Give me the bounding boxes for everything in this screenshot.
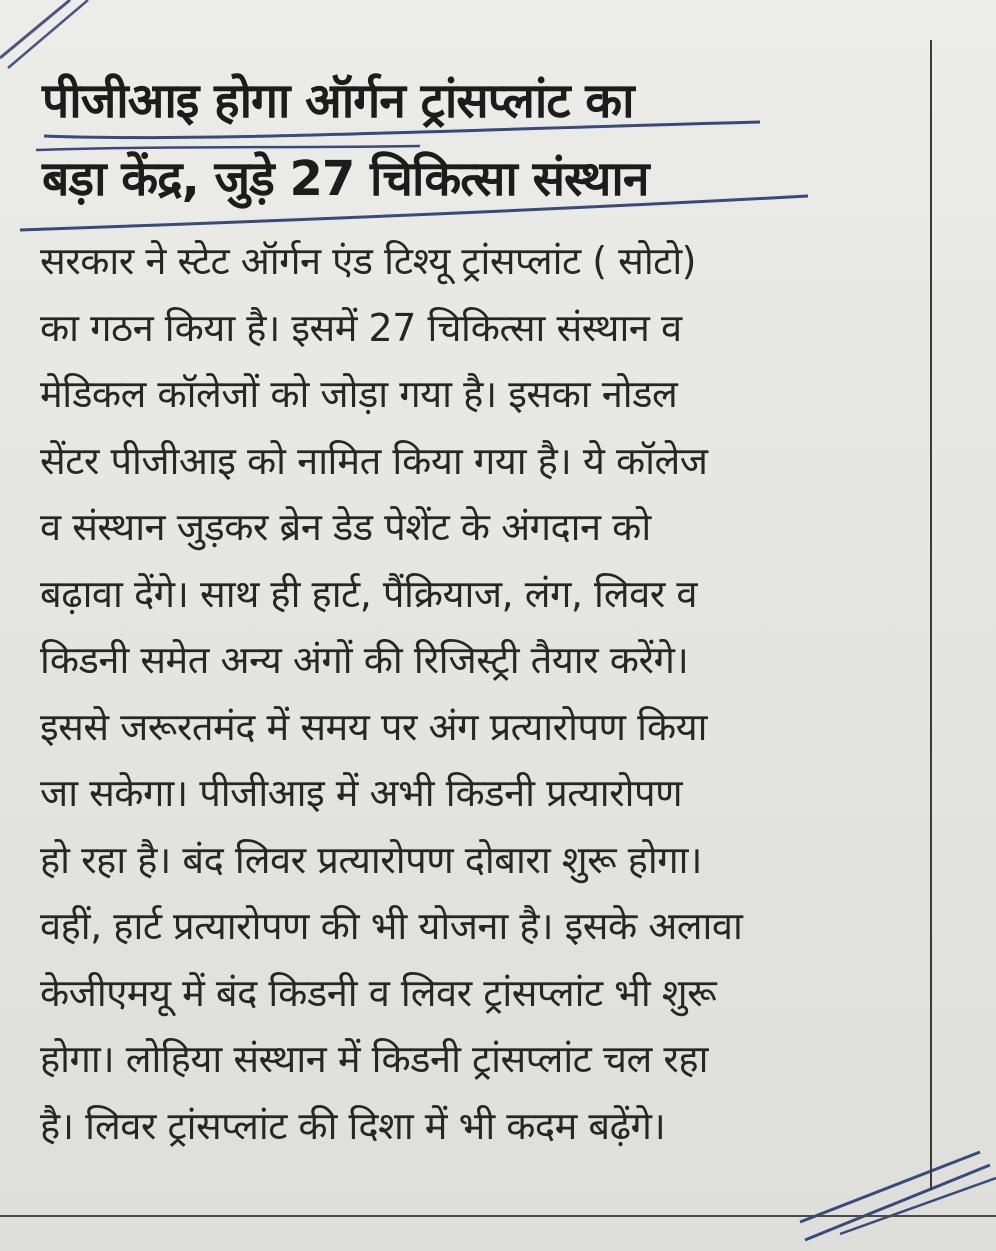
bottom-rule: [0, 1215, 996, 1217]
body-line: व संस्थान जुड़कर ब्रेन डेड पेशेंट के अंगदान को: [40, 505, 651, 549]
hatch-stroke: [800, 1152, 980, 1222]
body-line: सेंटर पीजीआइ को नामित किया गया है। ये कॉलेज: [40, 438, 708, 483]
body-line: सरकार ने स्टेट ऑर्गन एंड टिश्यू ट्रांसप्लांट ( सोटो): [40, 239, 696, 283]
body-line: मेडिकल कॉलेजों को जोड़ा गया है। इसका नोडल: [40, 372, 678, 416]
body-line: होगा। लोहिया संस्थान में किडनी ट्रांसप्लांट चल रहा: [40, 1037, 708, 1081]
headline-line-2: बड़ा केंद्र, जुड़े 27 चिकित्सा संस्थान: [42, 151, 649, 207]
body-line: हो रहा है। बंद लिवर प्रत्यारोपण दोबारा शुरू होगा।: [40, 837, 702, 882]
body-line: वहीं, हार्ट प्रत्यारोपण की भी योजना है। इसके अलावा: [40, 904, 743, 948]
body-line: है। लिवर ट्रांसप्लांट की दिशा में भी कदम बढ़ेंगे।: [40, 1103, 666, 1148]
headline-line-1: पीजीआइ होगा ऑर्गन ट्रांसप्लांट का: [42, 73, 634, 129]
corner-pen-stroke: [0, 0, 70, 58]
headline: [42, 62, 902, 218]
article-body: [40, 228, 920, 1159]
body-line: किडनी समेत अन्य अंगों की रिजिस्ट्री तैयार करेंगे।: [40, 638, 689, 682]
body-line: का गठन किया है। इसमें 27 चिकित्सा संस्थान व: [40, 305, 682, 350]
body-line: जा सकेगा। पीजीआइ में अभी किडनी प्रत्यारोपण: [40, 771, 683, 815]
body-line: केजीएमयू में बंद किडनी व लिवर ट्रांसप्लांट भी शुरू: [40, 970, 717, 1015]
corner-pen-stroke: [8, 0, 88, 68]
hatch-stroke: [840, 1178, 996, 1234]
hatch-stroke: [805, 1165, 990, 1240]
body-line: इससे जरूरतमंद में समय पर अंग प्रत्यारोपण किया: [40, 704, 708, 749]
body-line: बढ़ावा देंगे। साथ ही हार्ट, पैंक्रियाज, लंग, लिवर व: [40, 571, 698, 616]
column-divider: [930, 40, 932, 1190]
